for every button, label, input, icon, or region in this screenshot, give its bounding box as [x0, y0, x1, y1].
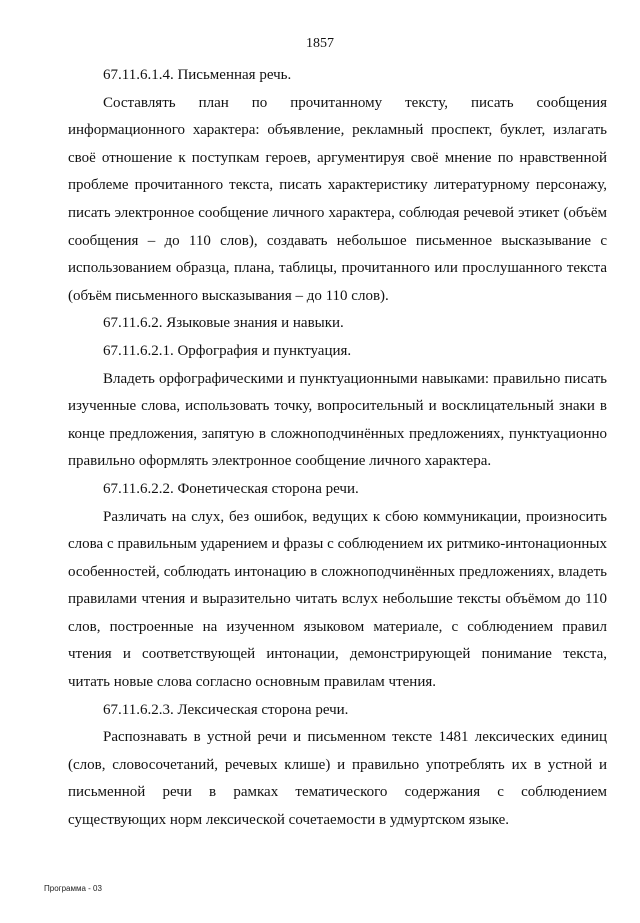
section-text-writing: Составлять план по прочитанному тексту, писать сообщения информационного характера: объявление, рекламный проспект, буклет, излагать своё отношение к поступкам героев, аргументируя своё мнение по нравственной проблеме прочитанного текста, писать характеристику литературному персонажу, писать электронное сообщение личного характера, соблюдая речевой этикет (объём сообщения – до 110 слов), создавать небольшое письменное высказывание с использованием образца, плана, таблицы, прочитанного или прослушанного текста (объём письменного высказывания – до 110 слов).	[68, 94, 607, 304]
page-footer: Программа - 03	[44, 884, 102, 893]
section-heading-writing: 67.11.6.1.4. Письменная речь.	[103, 67, 292, 83]
section-text-phonetics: Различать на слух, без ошибок, ведущих к сбою коммуникации, произносить слова с правильным ударением и фразы с соблюдением их ритмико-интонационных особенностей, соблюдать интонацию в сложноподчинённых предложениях, владеть правилами чтения и выразительно читать вслух небольшие тексты объёмом до 110 слов, построенные на изученном языковом материале, с соблюдением правил чтения и соответствующей интонации, демонстрирующей понимание текста, читать новые слова согласно основным правилам чтения.	[68, 508, 607, 691]
section-heading-language-skills: 67.11.6.2. Языковые знания и навыки.	[103, 315, 344, 332]
document-body	[68, 62, 607, 835]
section-text-orthography: Владеть орфографическими и пунктуационными навыками: правильно писать изученные слова, использовать точку, вопросительный и восклицательный знаки в конце предложения, запятую в сложноподчинённых предложениях, пунктуационно правильно оформлять электронное сообщение личного характера.	[68, 370, 607, 470]
page-number: 1857	[306, 36, 334, 51]
section-text-lexicon: Распознавать в устной речи и письменном тексте 1481 лексических единиц (слов, словосочетаний, речевых клише) и правильно употреблять их в устной и письменной речи в рамках тематического содержания с соблюдением существующих норм лексической сочетаемости в удмуртском языке.	[68, 729, 607, 829]
section-heading-lexicon: 67.11.6.2.3. Лексическая сторона речи.	[103, 701, 349, 718]
section-heading-orthography: 67.11.6.2.1. Орфография и пунктуация.	[103, 342, 352, 359]
section-heading-phonetics: 67.11.6.2.2. Фонетическая сторона речи.	[103, 480, 359, 497]
